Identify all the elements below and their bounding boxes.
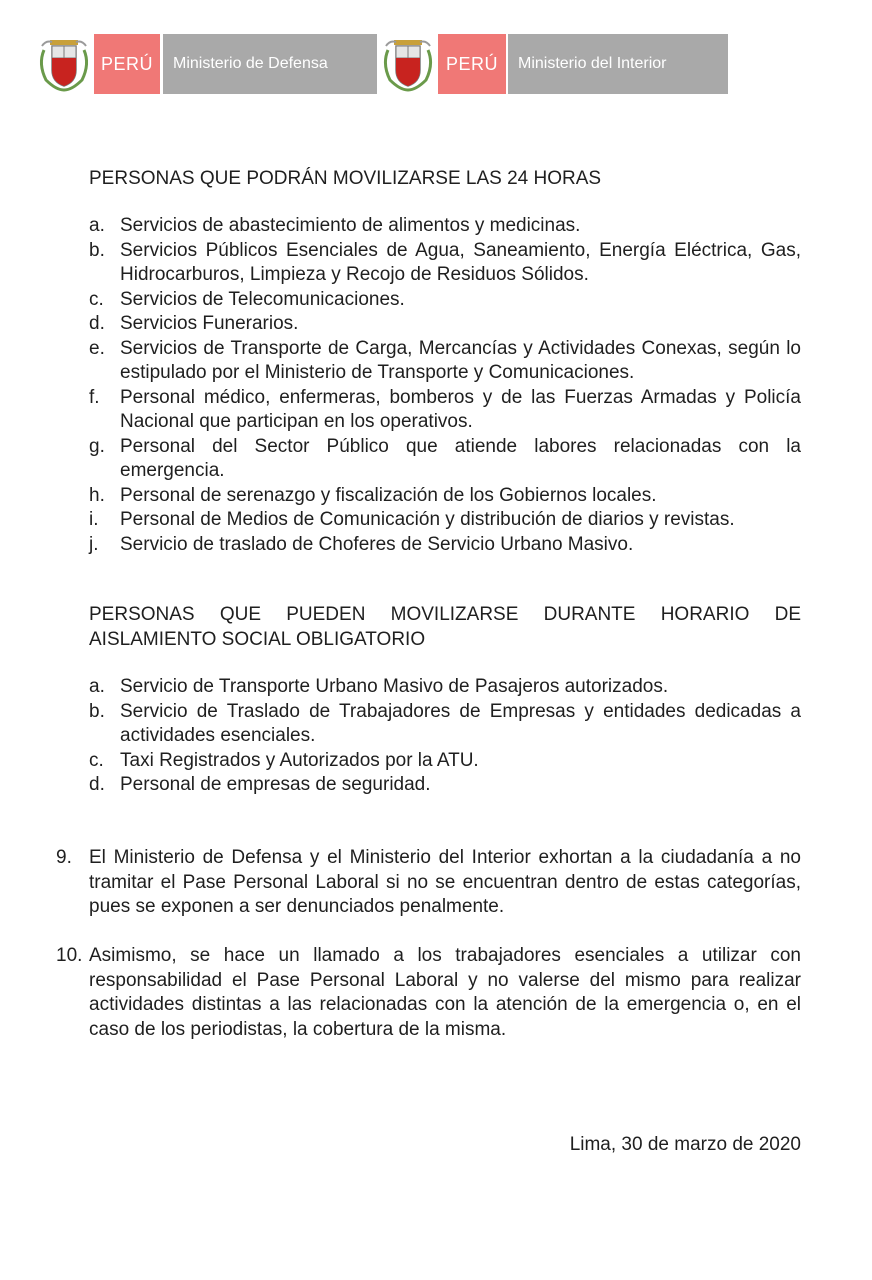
section2-list	[89, 675, 801, 798]
list-text: Servicios Funerarios.	[120, 313, 299, 334]
list-item	[89, 675, 801, 700]
list-text: Personal del Sector Público que atiende labores relacionadas con la emergencia.	[120, 435, 801, 481]
paragraph-marker: 10.	[56, 945, 83, 966]
list-item	[89, 749, 801, 774]
brand-country-right: PERÚ	[438, 34, 506, 94]
list-marker: c.	[89, 749, 104, 771]
section2-heading-line1: PERSONAS QUE PUEDEN MOVILIZARSE DURANTE HORARIO DE	[89, 604, 801, 625]
coat-of-arms-icon	[36, 36, 92, 92]
list-item	[89, 239, 801, 288]
list-marker: b.	[89, 700, 105, 722]
brand-ministry-left: Ministerio de Defensa	[163, 34, 377, 94]
list-marker: j.	[89, 533, 99, 555]
list-text: Servicios de Transporte de Carga, Mercancías y Actividades Conexas, según lo estipulado por el Ministerio de Transporte y Comunicaciones.	[120, 337, 801, 383]
list-text: Servicios Públicos Esenciales de Agua, Saneamiento, Energía Eléctrica, Gas, Hidrocarburos, Limpieza y Recojo de Residuos Sólidos.	[120, 239, 801, 285]
list-marker: e.	[89, 337, 105, 359]
list-marker: b.	[89, 239, 105, 261]
list-marker: g.	[89, 435, 105, 457]
list-item	[89, 700, 801, 749]
paragraph-10	[56, 944, 801, 1042]
list-text: Servicio de Transporte Urbano Masivo de Pasajeros autorizados.	[120, 676, 669, 697]
place-date: Lima, 30 de marzo de 2020	[569, 1134, 801, 1155]
section2-heading-line2: AISLAMIENTO SOCIAL OBLIGATORIO	[89, 629, 426, 650]
list-item	[89, 288, 801, 313]
list-text: Servicios de abastecimiento de alimentos y medicinas.	[120, 215, 581, 236]
list-text: Servicio de traslado de Choferes de Servicio Urbano Masivo.	[120, 533, 634, 555]
list-text: Servicio de Traslado de Trabajadores de Empresas y entidades dedicadas a actividades esenciales.	[120, 700, 801, 746]
list-marker: a.	[89, 676, 105, 697]
brand-country-left: PERÚ	[94, 34, 160, 94]
list-text: Personal de empresas de seguridad.	[120, 774, 431, 795]
list-item	[89, 484, 801, 509]
list-text: Personal de serenazgo y fiscalización de los Gobiernos locales.	[120, 484, 657, 506]
list-text: Taxi Registrados y Autorizados por la ATU.	[120, 749, 479, 771]
list-item	[89, 386, 801, 435]
list-item	[89, 533, 801, 558]
paragraph-marker: 9.	[56, 847, 72, 868]
list-marker: c.	[89, 288, 104, 310]
brand-ministry-right: Ministerio del Interior	[508, 34, 728, 94]
list-item	[89, 508, 801, 533]
list-marker: f.	[89, 386, 100, 408]
list-item	[89, 337, 801, 386]
list-item	[89, 773, 801, 798]
list-item	[89, 312, 801, 337]
section1-list	[89, 214, 801, 557]
list-marker: a.	[89, 215, 105, 236]
list-marker: i.	[89, 509, 99, 530]
list-item	[89, 214, 801, 239]
list-marker: h.	[89, 484, 105, 506]
coat-of-arms-icon	[380, 36, 436, 92]
list-item	[89, 435, 801, 484]
paragraph-9	[56, 846, 801, 920]
list-text: Personal de Medios de Comunicación y distribución de diarios y revistas.	[120, 509, 735, 530]
list-text: Servicios de Telecomunicaciones.	[120, 288, 405, 310]
list-marker: d.	[89, 774, 105, 795]
paragraph-text: El Ministerio de Defensa y el Ministerio del Interior exhortan a la ciudadanía a no tramitar el Pase Personal Laboral si no se encuentran dentro de estas categorías, pues se exponen a ser denunciados penalmente.	[89, 847, 801, 917]
list-text: Personal médico, enfermeras, bomberos y de las Fuerzas Armadas y Policía Nacional que participan en los operativos.	[120, 386, 801, 432]
section1-heading: PERSONAS QUE PODRÁN MOVILIZARSE LAS 24 HORAS	[89, 168, 602, 189]
paragraph-text: Asimismo, se hace un llamado a los trabajadores esenciales a utilizar con responsabilidad el Pase Personal Laboral y no valerse del mismo para realizar actividades distintas a las relacionadas con la atención de la emergencia o, en el caso de los periodistas, la cobertura de la misma.	[89, 945, 801, 1040]
list-marker: d.	[89, 313, 105, 334]
